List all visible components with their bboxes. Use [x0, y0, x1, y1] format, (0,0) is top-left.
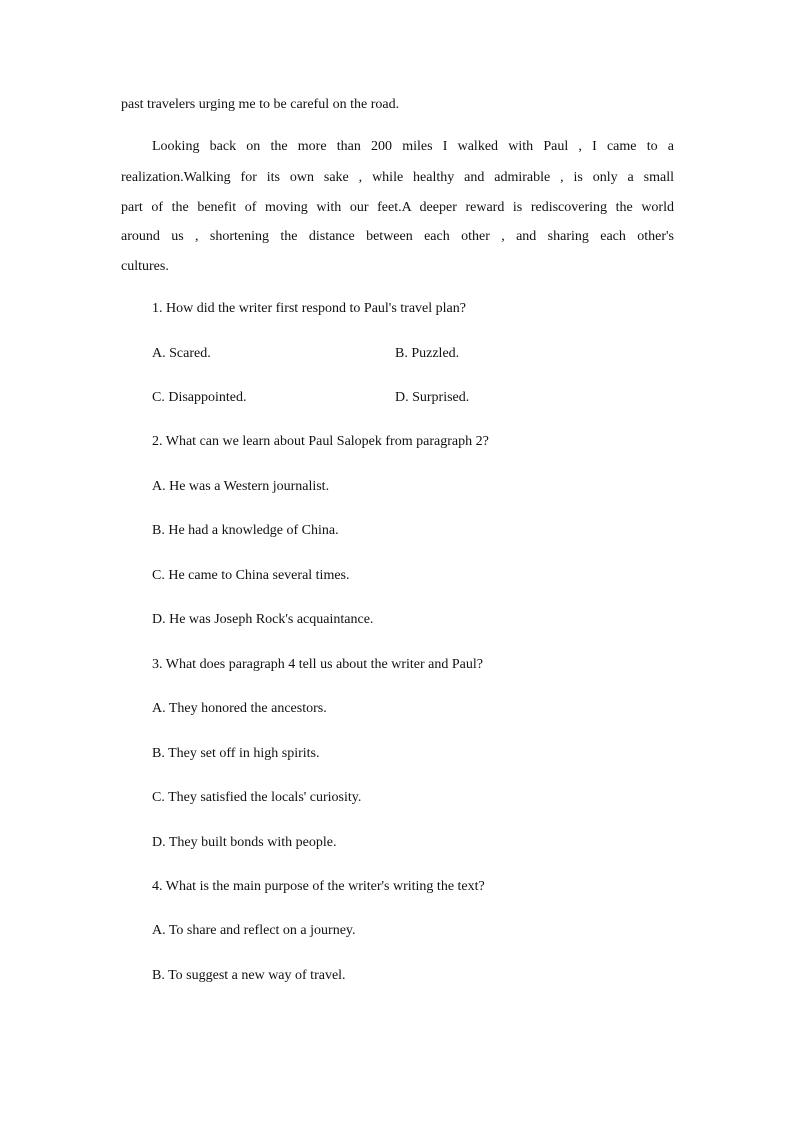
question-2-option-b: B. He had a knowledge of China.	[152, 523, 339, 538]
question-2-option-c: C. He came to China several times.	[152, 568, 350, 583]
passage-line-2: Looking back on the more than 200 miles I walked with Paul , I came to a	[152, 139, 674, 154]
question-1-option-a: A. Scared.	[152, 346, 211, 361]
question-3-stem: 3. What does paragraph 4 tell us about the writer and Paul?	[152, 657, 483, 672]
passage-line-4: part of the benefit of moving with our feet.A deeper reward is rediscovering the world	[121, 200, 674, 215]
question-2-option-d: D. He was Joseph Rock's acquaintance.	[152, 612, 374, 627]
question-3-option-d: D. They built bonds with people.	[152, 835, 337, 850]
passage-line-6: cultures.	[121, 259, 169, 274]
passage-line-3: realization.Walking for its own sake , while healthy and admirable , is only a small	[121, 170, 674, 185]
question-2-option-a: A. He was a Western journalist.	[152, 479, 330, 494]
question-3-option-b: B. They set off in high spirits.	[152, 746, 320, 761]
question-1-option-c: C. Disappointed.	[152, 390, 247, 405]
question-3-option-c: C. They satisfied the locals' curiosity.	[152, 790, 362, 805]
question-2-stem: 2. What can we learn about Paul Salopek from paragraph 2?	[152, 434, 489, 449]
question-1-stem: 1. How did the writer first respond to Paul's travel plan?	[152, 301, 466, 316]
passage-line-1: past travelers urging me to be careful on the road.	[121, 97, 400, 112]
passage-line-5: around us , shortening the distance between each other , and sharing each other's	[121, 229, 674, 244]
question-1-option-d: D. Surprised.	[395, 390, 470, 405]
question-4-option-a: A. To share and reflect on a journey.	[152, 923, 356, 938]
question-4-stem: 4. What is the main purpose of the writer's writing the text?	[152, 879, 485, 894]
question-1-option-b: B. Puzzled.	[395, 346, 460, 361]
question-3-option-a: A. They honored the ancestors.	[152, 701, 327, 716]
question-4-option-b: B. To suggest a new way of travel.	[152, 968, 346, 983]
